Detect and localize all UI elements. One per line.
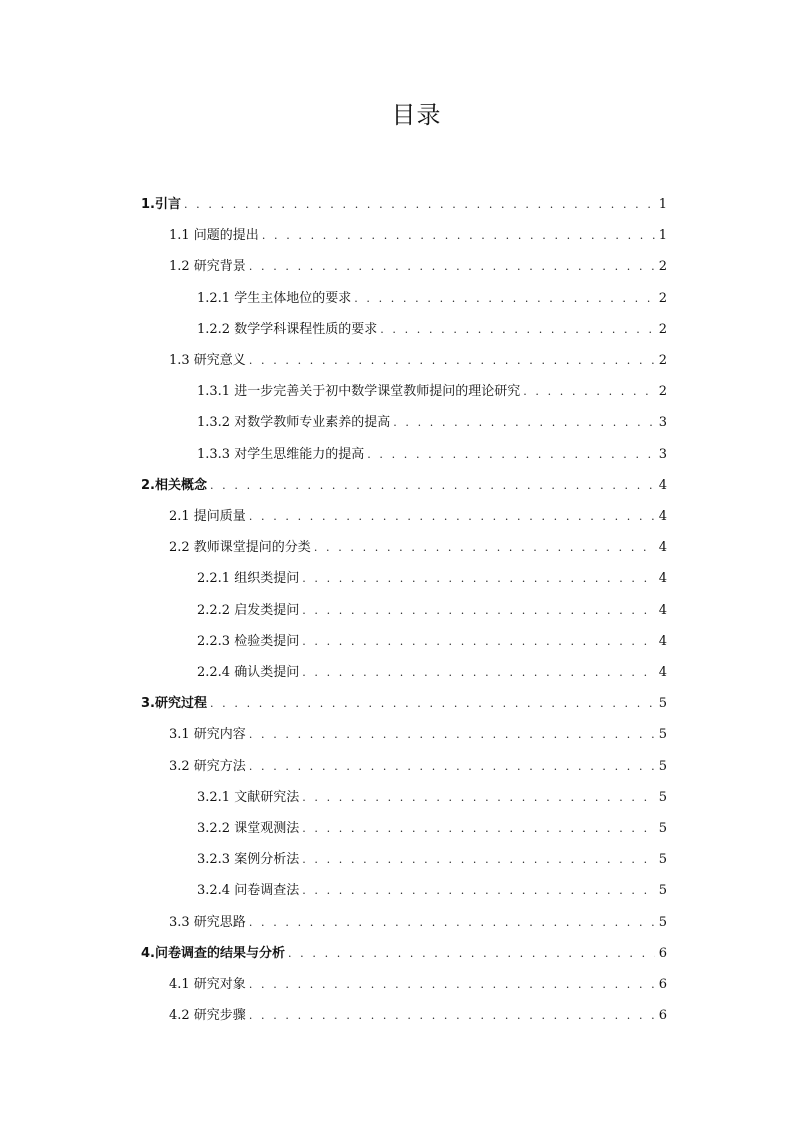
toc-entry[interactable]: [141, 470, 667, 501]
toc-entry-page-number: 4: [658, 477, 667, 493]
toc-entry-title: 3.2 研究方法: [169, 758, 246, 774]
toc-entry[interactable]: [197, 314, 667, 345]
toc-entry[interactable]: [141, 688, 667, 719]
toc-dot-leader: [184, 189, 655, 220]
toc-dot-leader: [393, 407, 655, 438]
toc-entry-title: 1.3.1 进一步完善关于初中数学课堂教师提问的理论研究: [197, 384, 521, 400]
toc-dot-leader: [302, 875, 655, 906]
toc-entry-title: 3.2.3 案例分析法: [197, 852, 300, 868]
toc-entry-title: 3.2.4 问卷调查法: [197, 883, 300, 899]
toc-entry-title: 1.3.2 对数学教师专业素养的提高: [197, 415, 391, 431]
toc-dot-leader: [367, 439, 655, 470]
toc-entry[interactable]: [197, 844, 667, 875]
toc-entry-page-number: 4: [658, 602, 667, 618]
toc-dot-leader: [302, 813, 655, 844]
toc-entry-page-number: 3: [658, 446, 667, 462]
toc-entry-title: 1.引言: [141, 197, 181, 212]
toc-entry-page-number: 5: [658, 821, 667, 836]
toc-entry-page-number: 2: [658, 353, 667, 368]
toc-entry[interactable]: [169, 1000, 667, 1031]
toc-entry-title: 2.1 提问质量: [169, 509, 246, 524]
toc-entry-title: 2.相关概念: [141, 477, 207, 493]
toc-entry-title: 1.2.1 学生主体地位的要求: [197, 290, 352, 306]
toc-entry[interactable]: [197, 376, 667, 407]
toc-entry-title: 1.2 研究背景: [169, 259, 246, 275]
toc-entry-page-number: 1: [658, 197, 667, 212]
toc-entry[interactable]: [169, 251, 667, 282]
toc-dot-leader: [249, 719, 655, 750]
toc-entry-page-number: 6: [658, 945, 667, 961]
toc-entry-title: 1.2.2 数学学科课程性质的要求: [197, 321, 378, 337]
toc-entry[interactable]: [197, 813, 667, 844]
toc-entry-title: 4.1 研究对象: [169, 977, 246, 992]
toc-dot-leader: [302, 595, 655, 626]
toc-dot-leader: [249, 345, 655, 376]
toc-entry-page-number: 4: [658, 509, 667, 524]
toc-entry-title: 3.研究过程: [141, 696, 207, 712]
toc-entry-title: 2.2 教师课堂提问的分类: [169, 540, 311, 556]
toc-entry-title: 2.2.1 组织类提问: [197, 571, 300, 587]
toc-dot-leader: [314, 532, 655, 563]
toc-dot-leader: [249, 907, 655, 938]
toc-dot-leader: [302, 563, 655, 594]
toc-entry-page-number: 5: [658, 914, 667, 930]
toc-entry-page-number: 5: [658, 727, 667, 743]
toc-entry-page-number: 5: [658, 883, 667, 899]
toc-entry-page-number: 4: [658, 633, 667, 649]
toc-entry[interactable]: [169, 532, 667, 563]
toc-entry-title: 4.问卷调查的结果与分析: [141, 945, 285, 961]
toc-entry[interactable]: [141, 189, 667, 220]
toc-dot-leader: [262, 220, 655, 251]
toc-entry[interactable]: [197, 626, 667, 657]
toc-entry[interactable]: [169, 751, 667, 782]
toc-dot-leader: [249, 251, 655, 282]
toc-entry-title: 1.1 问题的提出: [169, 228, 259, 244]
toc-entry-title: 1.3 研究意义: [169, 353, 246, 368]
toc-entry[interactable]: [197, 563, 667, 594]
toc-dot-leader: [210, 688, 655, 719]
toc-entry[interactable]: [169, 220, 667, 251]
toc-entry-page-number: 5: [658, 696, 667, 712]
toc-dot-leader: [288, 938, 655, 969]
page-title: 目录: [391, 101, 442, 129]
toc-entry-page-number: 5: [658, 789, 667, 805]
toc-entry[interactable]: [169, 907, 667, 938]
toc-entry-page-number: 4: [658, 571, 667, 587]
toc-entry[interactable]: [169, 969, 667, 1000]
toc-entry[interactable]: [197, 283, 667, 314]
toc-entry-page-number: 2: [658, 321, 667, 337]
toc-entry-page-number: 4: [658, 665, 667, 680]
toc-entry[interactable]: [197, 782, 667, 813]
toc-dot-leader: [354, 283, 655, 314]
toc-entry[interactable]: [197, 657, 667, 688]
toc-entry-page-number: 5: [658, 758, 667, 774]
toc-dot-leader: [302, 657, 655, 688]
toc-entry[interactable]: [197, 875, 667, 906]
toc-entry[interactable]: [169, 501, 667, 532]
toc-entry-page-number: 2: [658, 290, 667, 306]
toc-dot-leader: [380, 314, 655, 345]
toc-entry-page-number: 5: [658, 852, 667, 868]
toc-entry-title: 3.2.1 文献研究法: [197, 789, 300, 805]
toc-entry-page-number: 2: [658, 259, 667, 275]
toc-entry-page-number: 6: [658, 977, 667, 992]
toc-dot-leader: [302, 782, 655, 813]
toc-dot-leader: [249, 1000, 655, 1031]
toc-dot-leader: [523, 376, 655, 407]
toc-entry-page-number: 4: [658, 540, 667, 556]
toc-entry[interactable]: [169, 719, 667, 750]
toc-entry[interactable]: [197, 439, 667, 470]
toc-dot-leader: [302, 844, 655, 875]
toc-entry-title: 1.3.3 对学生思维能力的提高: [197, 446, 365, 462]
toc-entry-title: 4.2 研究步骤: [169, 1008, 246, 1024]
toc-dot-leader: [249, 751, 655, 782]
toc-entry[interactable]: [169, 345, 667, 376]
toc-entry-title: 3.1 研究内容: [169, 727, 246, 743]
toc-entry[interactable]: [141, 938, 667, 969]
toc-entry[interactable]: [197, 595, 667, 626]
toc-entry-page-number: 3: [658, 415, 667, 431]
toc-entry-title: 2.2.3 检验类提问: [197, 633, 300, 649]
toc-dot-leader: [249, 501, 655, 532]
toc-entry-title: 2.2.2 启发类提问: [197, 602, 300, 618]
toc-entry[interactable]: [197, 407, 667, 438]
toc-entry-title: 2.2.4 确认类提问: [197, 665, 300, 680]
toc-dot-leader: [249, 969, 655, 1000]
toc-entry-title: 3.3 研究思路: [169, 914, 246, 930]
toc-dot-leader: [302, 626, 655, 657]
toc-entry-title: 3.2.2 课堂观测法: [197, 821, 300, 836]
toc-entry-page-number: 6: [658, 1008, 667, 1024]
toc-dot-leader: [210, 470, 655, 501]
toc-entry-page-number: 1: [658, 228, 667, 244]
toc-entry-page-number: 2: [658, 384, 667, 400]
